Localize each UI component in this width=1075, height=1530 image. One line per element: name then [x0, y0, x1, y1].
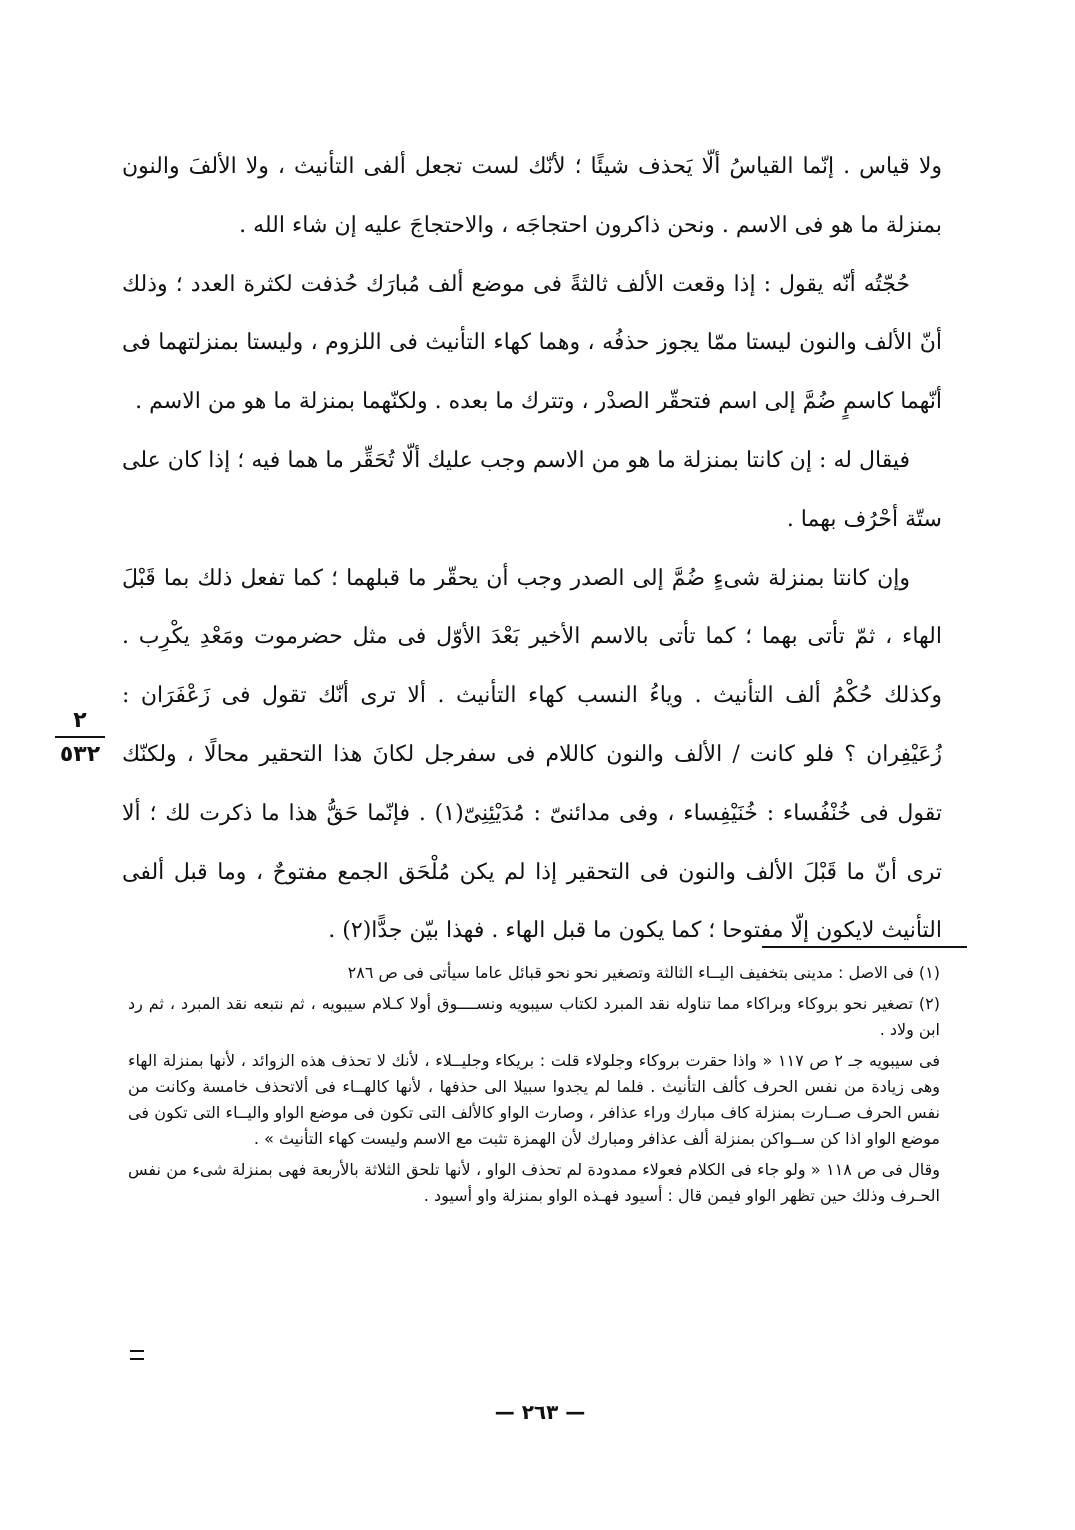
footnote-2-continuation: وقال فى ص ١١٨ « ولو جاء فى الكلام فعولاء ممدودة لم تحذف الواو ، لأنها تلحق الثلاثة بالأربعة فهى بمنزلة شىء من نفس الحـرف وذلك حين تظهر الواو فيمن قال : أسيود فهـذه الواو بمنزلة واو أسيود .: [128, 1160, 940, 1205]
margin-fraction-rule: [55, 736, 105, 738]
margin-page-number: ٥٣٢: [59, 742, 101, 767]
page-number: — ٢٦٣ —: [494, 1400, 586, 1424]
paragraph-2: حُجّتُه أنّه يقول : إذا وقعت الألف ثالثةً فى موضع ألف مُبارَك حُذفت لكثرة العدد ؛ وذلك أنّ الألف والنون ليستا ممّا يجوز حذفُه ، وهما كهاء التأنيث فى اللزوم ، وليستا بمنزلتهما فى أنّهما كاسمٍ ضُمَّ إلى اسم فتحقّر الصدْر ، وتترك ما بعده . ولكنّهما بمنزلة ما هو من الاسم .: [122, 271, 942, 415]
footnote-1: (١) فى الاصل : مدينى بتخفيف اليــاء الثالثة وتصغير نحو نحو قبائل عاما سيأتى فى ص ٢٨٦: [347, 963, 940, 982]
margin-volume-number: ٢: [73, 708, 87, 733]
footnotes-block: [128, 960, 940, 1214]
paragraph-4: وإن كانتا بمنزلة شىءٍ ضُمَّ إلى الصدر وجب أن يحقّر ما قبلهما ؛ كما تفعل ذلك بما قَبْلَ الهاء ، ثمّ تأتى بهما ؛ كما تأتى بالاسم الأخير بَعْدَ الأوّل فى مثل حضرموت ومَعْدِ يكْرِب . وكذلك حُكْمُ ألف التأنيث . وياءُ النسب كهاء التأنيث . ألا ترى أنّك تقول فى زَعْفَرَان : زُعَيْفِران ؟ فلو كانت / الألف والنون كاللام فى سفرجل لكانَ هذا التحقير محالًا ، ولكنّك تقول فى خُنْفُساء : خُنَيْفِساء ، وفى مدائنىّ : مُدَيْئِنِىّ(١) . فإنّما حَقُّ هذا ما ذكرت لك ؛ ألا ترى أنّ ما قَبْلَ الألف والنون فى التحقير إذا لم يكن مُلْحَق الجمع مفتوحٌ ، وما قبل ألفى التأنيث لايكون إلّا مفتوحا ؛ كما يكون ما قبل الهاء . فهذا بيّن جدًّا(٢) .: [122, 565, 943, 944]
continuation-mark: [130, 1350, 144, 1360]
footnote-separator: [762, 946, 967, 948]
paragraph-3: فيقال له : إن كانتا بمنزلة ما هو من الاسم وجب عليك ألّا تُحَقِّر ما هما فيه ؛ إذا كان على ستّة أحْرُف بهما .: [122, 447, 942, 532]
margin-volume-page-reference: [50, 708, 110, 768]
footnote-2-quote: فى سيبويه جـ ٢ ص ١١٧ « واذا حقرت بروكاء وجلولاء قلت : بريكاء وجليــلاء ، لأنك لا تحذف هذه الزوائد ، لأنها بمنزلة الهاء وهى زيادة من نفس الحرف كألف التأنيث . فلما لم يجدوا سبيلا الى حذفها ، لأنها كالهــاء فى ألاتحذف خامسة وكانت من نفس الحرف صــارت بمنزلة كاف مبارك وراء عذافر ، وصارت الواو كالألف التى تكون فى موضع الواو واليــاء التى تكون فى موضع الواو اذا كن ســواكن بمنزلة ألف عذافر ومبارك لأن الهمزة تثبت مع الاسم وليست كهاء التأنيث » .: [128, 1051, 940, 1148]
main-text-block: [122, 138, 942, 961]
paragraph-1: ولا قياس . إنّما القياسُ ألّا يَحذف شيئًا ؛ لأنّك لست تجعل ألفى التأنيث ، ولا الألفَ والنون بمنزلة ما هو فى الاسم . ونحن ذاكرون احتجاجَه ، والاحتجاجَ عليه إن شاء الله .: [122, 154, 942, 238]
footnote-2: (٢) تصغير نحو بروكاء وبراكاء مما تناوله نقد المبرد لكتاب سيبويه ونســــوق أولا كـلام سيبويه ، ثم نتبعه نقد المبرد ، ثم رد ابن ولاد .: [128, 994, 940, 1039]
